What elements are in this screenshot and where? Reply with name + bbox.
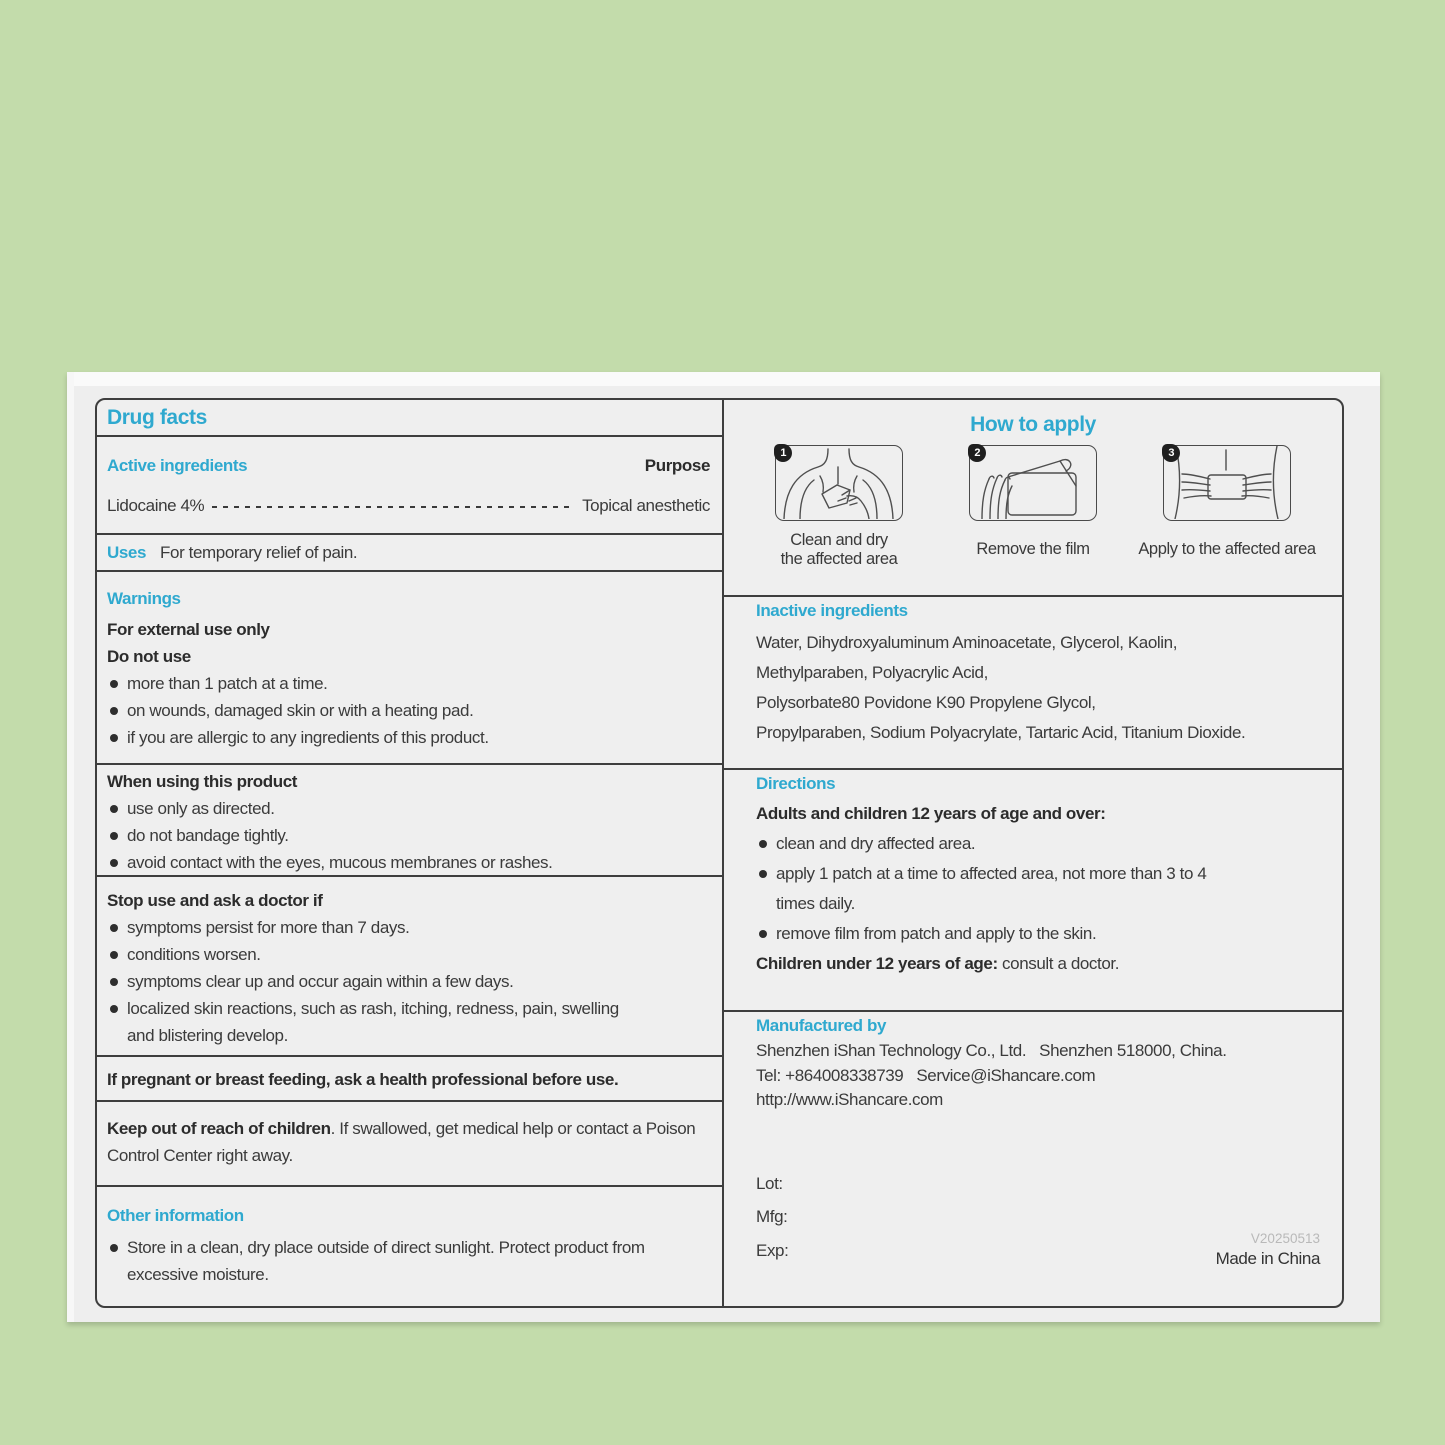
pregnant-section (97, 1057, 722, 1102)
inactive-line: Water, Dihydroxyaluminum Aminoacetate, Glycerol, Kaolin, (756, 633, 1178, 652)
step1-number-badge: 1 (774, 444, 792, 462)
clean-back-illustration (776, 446, 901, 519)
warnings-bullet: if you are allergic to any ingredients of this product. (107, 724, 710, 751)
stop-use-bullet: localized skin reactions, such as rash, itching, redness, pain, swelling and blistering develop. (107, 995, 710, 1049)
step3-figure-frame (1163, 445, 1291, 521)
directions-bullet: apply 1 patch at a time to affected area, not more than 3 to 4 times daily. (756, 859, 1322, 919)
bullet-dot-icon (759, 840, 767, 848)
step2-figure-frame (969, 445, 1097, 521)
bullet-dot-icon (110, 1005, 118, 1013)
warnings-heading: Warnings (107, 589, 181, 608)
how-to-apply-title: How to apply (970, 413, 1096, 436)
directions-bullet: clean and dry affected area. (756, 829, 1322, 859)
mfg-label: Mfg: (756, 1207, 788, 1226)
when-using-heading: When using this product (107, 772, 298, 791)
stop-use-heading: Stop use and ask a doctor if (107, 891, 323, 910)
apply-step-3 (1136, 445, 1318, 570)
bullet-dot-icon (110, 924, 118, 932)
bullet-dot-icon (110, 707, 118, 715)
manufactured-by-section (724, 1012, 1342, 1306)
directions-section (724, 770, 1342, 1012)
when-using-bullet: avoid contact with the eyes, mucous membranes or rashes. (107, 849, 710, 876)
bullet-dot-icon (110, 680, 118, 688)
directions-bullet: remove film from patch and apply to the skin. (756, 919, 1322, 949)
keep-out-bold: Keep out of reach of children (107, 1119, 331, 1138)
sheet-left-highlight (67, 372, 74, 1322)
manufacturer-contact: Tel: +864008338739 Service@iShancare.com (756, 1065, 1096, 1085)
sheet-top-highlight (67, 372, 1380, 386)
other-information-heading: Other information (107, 1206, 244, 1225)
inactive-ingredients-section (724, 597, 1342, 770)
lot-label: Lot: (756, 1173, 783, 1193)
version-code: V20250513 (1250, 1231, 1320, 1246)
uses-text: For temporary relief of pain. (160, 542, 358, 562)
purpose-label: Purpose (644, 456, 710, 475)
pregnant-text: If pregnant or breast feeding, ask a health professional before use. (107, 1070, 619, 1089)
step2-number-badge: 2 (968, 444, 986, 462)
bullet-dot-icon (110, 832, 118, 840)
warnings-external-use: For external use only (107, 620, 270, 639)
dashed-leader (212, 506, 574, 508)
uses-section (97, 535, 722, 572)
label-sheet (67, 372, 1380, 1322)
stop-use-section (97, 877, 722, 1057)
warnings-bullet: more than 1 patch at a time. (107, 670, 710, 697)
apply-step-2 (942, 445, 1124, 570)
how-to-apply-column (724, 400, 1342, 1306)
drug-facts-label-box (95, 398, 1344, 1308)
inactive-line: Propylparaben, Sodium Polyacrylate, Tartaric Acid, Titanium Dioxide. (756, 723, 1246, 742)
step1-figure-frame (775, 445, 903, 521)
bullet-dot-icon (110, 1244, 118, 1252)
manufacturer-address: Shenzhen iShan Technology Co., Ltd. Shenzhen 518000, China. (756, 1041, 1227, 1060)
remove-film-illustration (970, 446, 1095, 519)
inactive-line: Methylparaben, Polyacrylic Acid, (756, 663, 988, 682)
directions-children-line: Children under 12 years of age: consult a doctor. (756, 954, 1120, 973)
directions-heading: Directions (756, 774, 836, 793)
stop-use-bullet: symptoms clear up and occur again within a few days. (107, 968, 710, 995)
bullet-dot-icon (759, 930, 767, 938)
warnings-section (97, 572, 722, 765)
keep-out-section (97, 1102, 722, 1187)
warnings-do-not-use: Do not use (107, 647, 191, 666)
purpose-value: Topical anesthetic (582, 496, 710, 515)
when-using-bullet: use only as directed. (107, 795, 710, 822)
other-information-bullet: Store in a clean, dry place outside of direct sunlight. Protect product from excessive moisture. (107, 1234, 710, 1288)
step2-caption: Remove the film (976, 540, 1090, 559)
apply-steps (724, 438, 1342, 570)
uses-heading: Uses (107, 542, 147, 562)
apply-patch-illustration (1164, 446, 1289, 519)
ingredient-name: Lidocaine 4% (107, 496, 205, 515)
manufactured-by-heading: Manufactured by (756, 1016, 887, 1035)
manufacturer-website: http://www.iShancare.com (756, 1090, 943, 1109)
bullet-dot-icon (110, 859, 118, 867)
apply-step-1 (748, 445, 930, 570)
directions-adults-line: Adults and children 12 years of age and over: (756, 804, 1106, 823)
bullet-dot-icon (110, 734, 118, 742)
step3-number-badge: 3 (1162, 444, 1180, 462)
other-information-section (97, 1187, 722, 1306)
exp-label: Exp: (756, 1240, 789, 1260)
warnings-bullet: on wounds, damaged skin or with a heating pad. (107, 697, 710, 724)
version-block (1216, 1230, 1320, 1270)
when-using-section (97, 765, 722, 877)
step3-caption: Apply to the affected area (1138, 540, 1316, 559)
drug-facts-header (97, 400, 722, 437)
when-using-bullet: do not bandage tightly. (107, 822, 710, 849)
drug-facts-title: Drug facts (107, 405, 207, 429)
inactive-line: Polysorbate80 Povidone K90 Propylene Glycol, (756, 693, 1096, 712)
active-ingredients-heading: Active ingredients (107, 456, 248, 475)
keep-out-rest: . If swallowed, get medical help or contact a Poison Control Center right away. (107, 1119, 696, 1165)
bullet-dot-icon (110, 951, 118, 959)
step1-caption: Clean and dry the affected area (780, 530, 898, 568)
bullet-dot-icon (759, 870, 767, 878)
active-ingredients-section (97, 437, 722, 535)
stop-use-bullet: symptoms persist for more than 7 days. (107, 914, 710, 941)
made-in-china: Made in China (1215, 1249, 1320, 1268)
stop-use-bullet: conditions worsen. (107, 941, 710, 968)
bullet-dot-icon (110, 978, 118, 986)
bullet-dot-icon (110, 805, 118, 813)
drug-facts-column (97, 400, 724, 1306)
inactive-ingredients-heading: Inactive ingredients (756, 601, 908, 620)
how-to-apply-section (724, 400, 1342, 597)
